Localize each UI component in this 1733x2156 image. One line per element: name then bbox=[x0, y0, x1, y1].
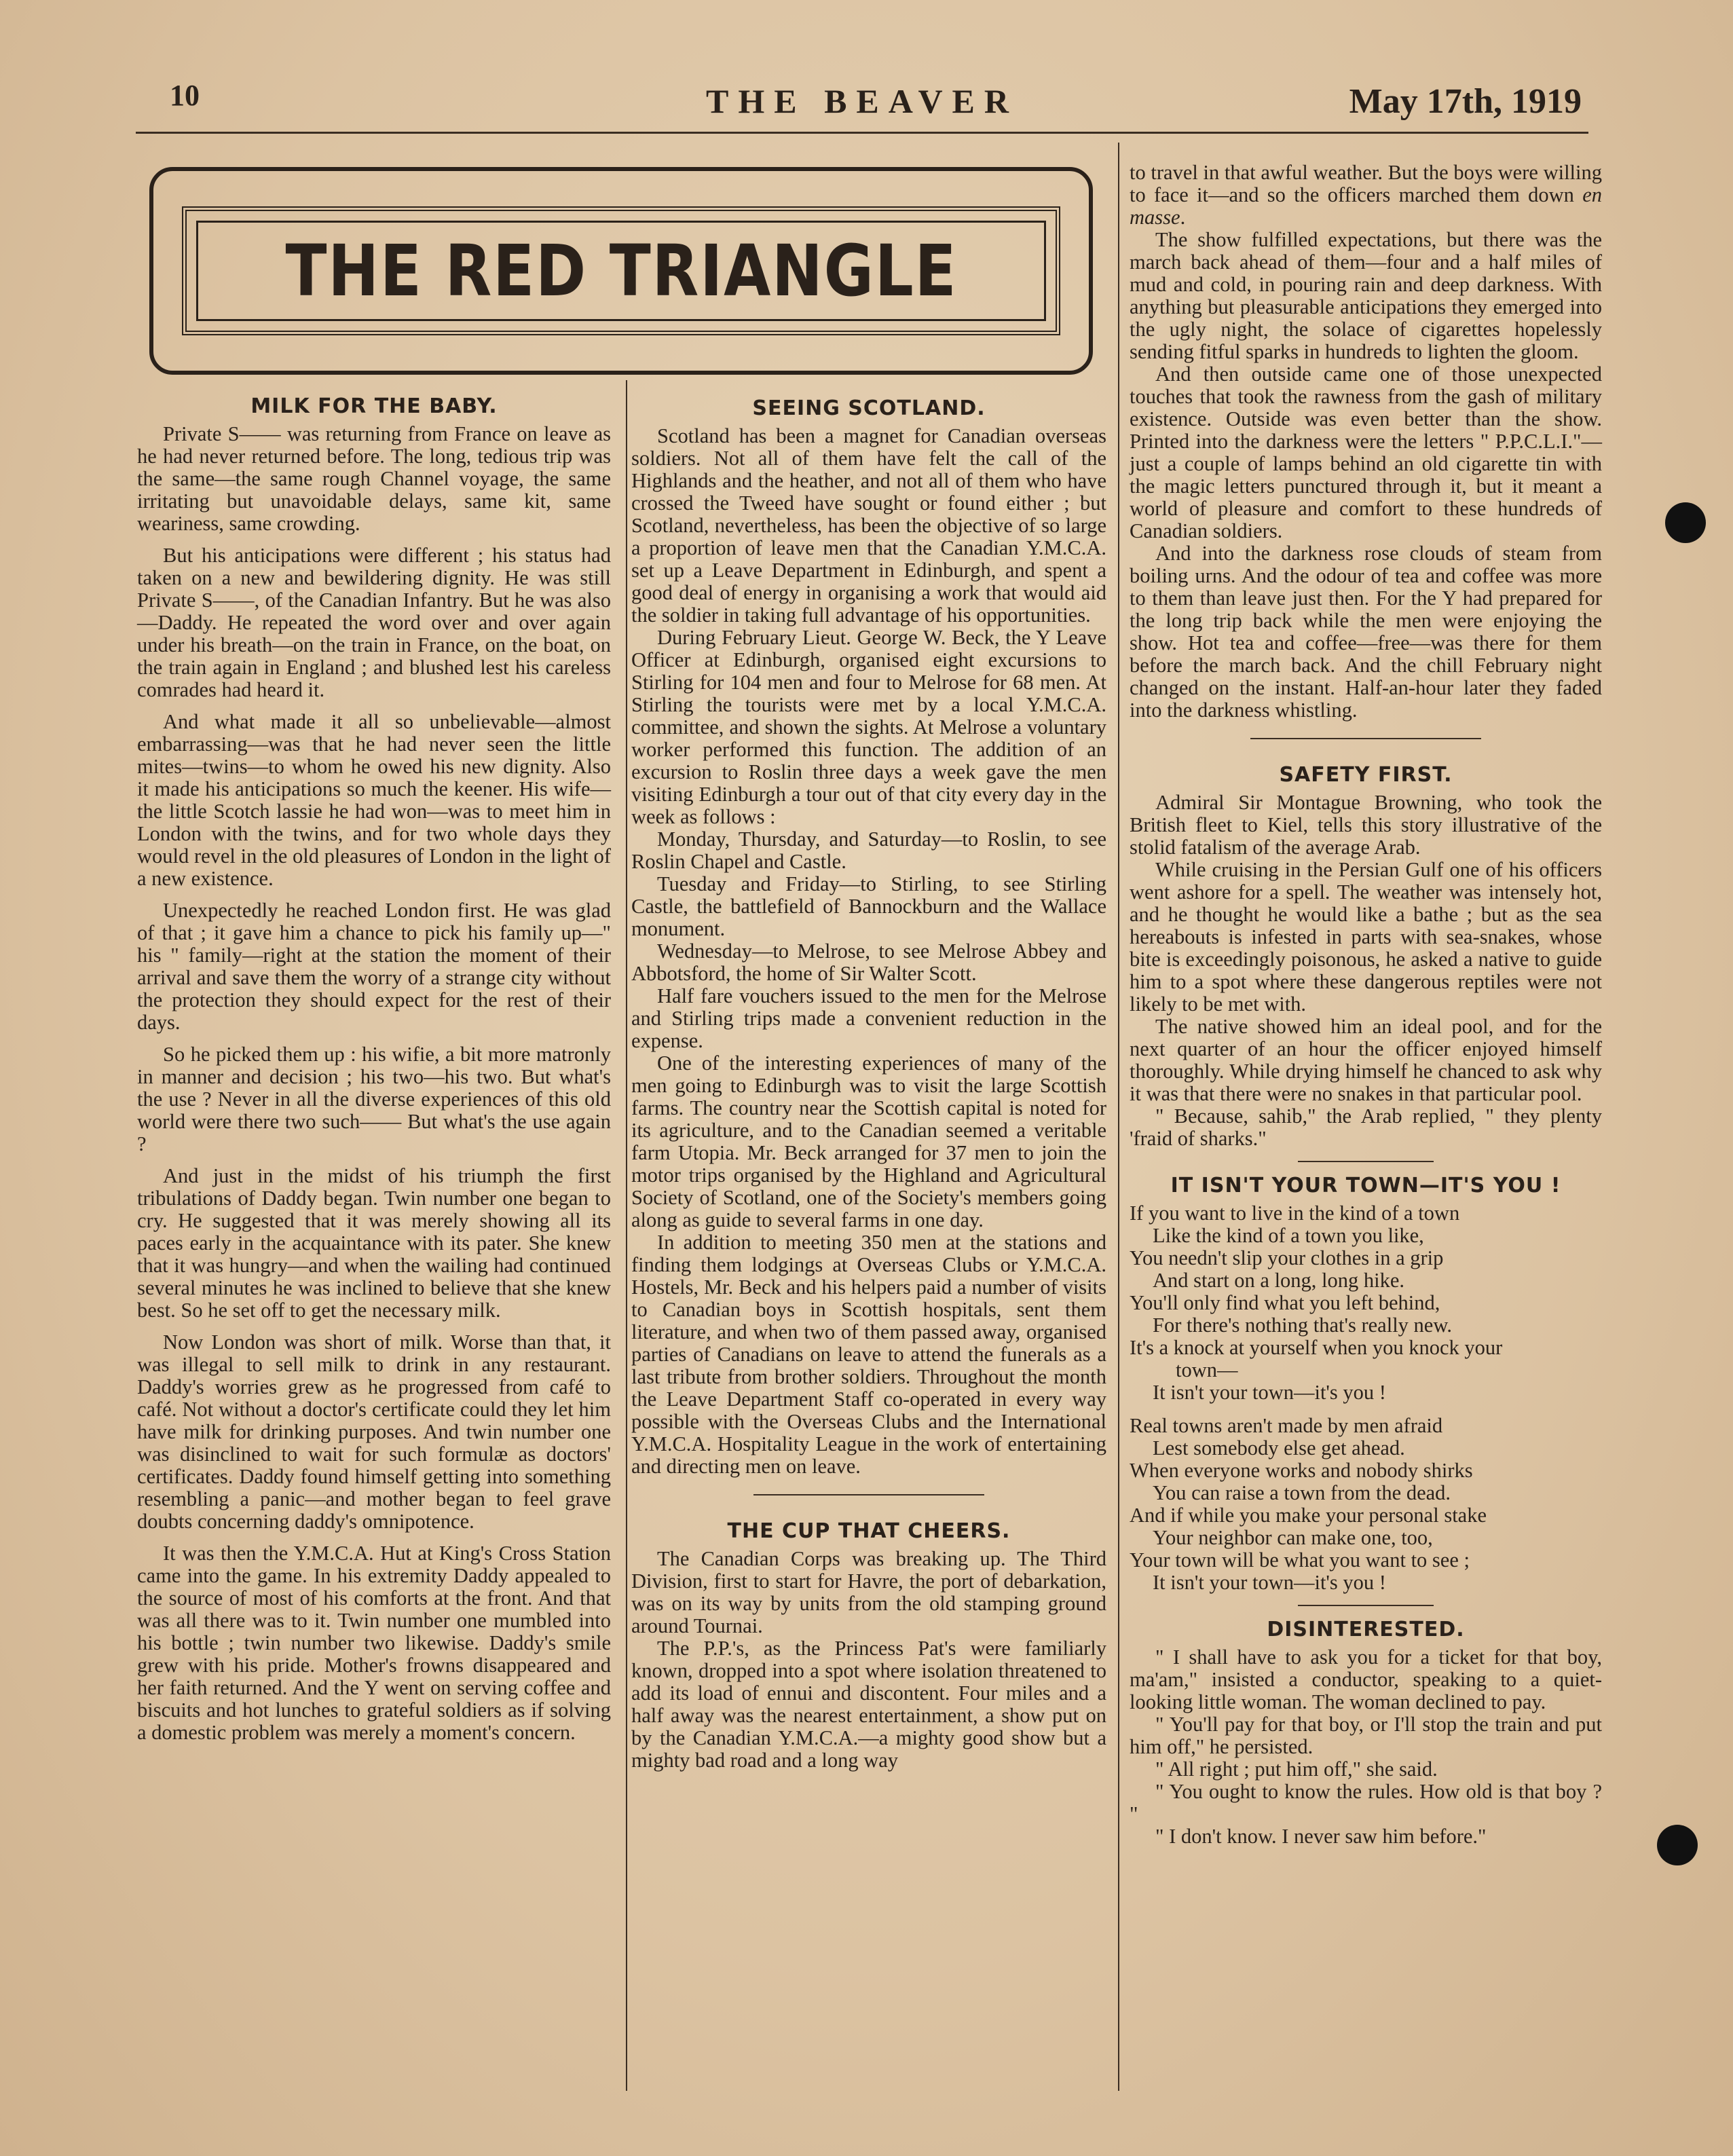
stanza-gap bbox=[1130, 1404, 1602, 1415]
divider bbox=[1298, 1161, 1434, 1162]
poem-line: It isn't your town—it's you ! bbox=[1153, 1571, 1386, 1594]
article-heading: MILK FOR THE BABY. bbox=[250, 394, 498, 418]
paragraph: The native showed him an ideal pool, and for the next quarter of an hour the officer enjoyed himself thoroughly. While drying himself he chanced to ask why it was that there were no snakes in that particular pool. bbox=[1130, 1015, 1602, 1105]
poem bbox=[1130, 1202, 1602, 1594]
article-heading: DISINTERESTED. bbox=[1267, 1618, 1465, 1641]
poem-line: You'll only find what you left behind, bbox=[1130, 1291, 1440, 1314]
divider bbox=[753, 1494, 984, 1495]
section-banner bbox=[149, 167, 1093, 375]
masthead: THE BEAVER bbox=[705, 82, 1019, 120]
poem-line: It isn't your town—it's you ! bbox=[1153, 1381, 1386, 1404]
paragraph: to travel in that awful weather. But the boys were willing to face it—and so the officers marched them down en masse. bbox=[1130, 161, 1602, 229]
page-number: 10 bbox=[170, 79, 200, 112]
poem-line: And if while you make your personal stake bbox=[1130, 1504, 1487, 1527]
paragraph: Wednesday—to Melrose, to see Melrose Abbey and Abbotsford, the home of Sir Walter Scott. bbox=[631, 940, 1106, 985]
poem-line: town— bbox=[1176, 1358, 1238, 1381]
paragraph: The Canadian Corps was breaking up. The Third Division, first to start for Havre, the port of debarkation, was on its way by units from the old stamping ground around Tournai. bbox=[631, 1547, 1106, 1637]
poem-line: When everyone works and nobody shirks bbox=[1130, 1459, 1473, 1482]
poem-line: For there's nothing that's really new. bbox=[1153, 1314, 1452, 1337]
binding-hole bbox=[1657, 1825, 1698, 1865]
article-heading: SAFETY FIRST. bbox=[1279, 763, 1453, 787]
paragraph: " You ought to know the rules. How old is that boy ? " bbox=[1130, 1780, 1602, 1825]
paragraph: One of the interesting experiences of many of the men going to Edinburgh was to visit the large Scottish farms. The country near the Scottish capital is noted for its agriculture, and to the Canadian seemed a veritable farm Utopia. Mr. Beck arranged for 37 men to join the motor trips organised by the Highland and Agricultural Society of Scotland, one of the Society's members going along as guide to several farms in one day. bbox=[631, 1052, 1106, 1231]
paragraph: Now London was short of milk. Worse than that, it was illegal to sell milk to drink in any restaurant. Daddy's worries grew as he progressed from café to café. Not without a doctor's certificate could they let him have milk for drinking purposes. And twin number one was disinclined to wait for such formulæ as doctors' certificates. Daddy found himself getting into something resembling a panic—and mother began to feel grave doubts concerning daddy's omnipotence. bbox=[137, 1331, 611, 1533]
paragraph: The show fulfilled expectations, but there was the march back ahead of them—four and a half miles of mud and cold, in pouring rain and deep darkness. With anything but pleasurable anticipations they emerged into the ugly night, the solace of cigarettes hopelessly sending fitful sparks in hundreds to lighten the gloom. bbox=[1130, 228, 1602, 363]
banner-frame bbox=[182, 206, 1060, 335]
paragraph: While cruising in the Persian Gulf one of his officers went ashore for a spell. The weather was intensely hot, and he thought he would like a bathe ; but as the sea hereabouts is infested in parts with sea-snakes, whose bite is exceedingly poisonous, he asked a native to guide him to a spot where these dangerous reptiles were not likely to be met with. bbox=[1130, 858, 1602, 1016]
poem-line: You can raise a town from the dead. bbox=[1153, 1481, 1451, 1504]
paragraph: " I don't know. I never saw him before." bbox=[1155, 1825, 1487, 1848]
paragraph: In addition to meeting 350 men at the stations and finding them lodgings at Overseas Clubs or Y.M.C.A. Hostels, Mr. Beck and his helpers paid a number of visits to Canadian boys in Scottish hospitals, sent them literature, and when two of them passed away, organised parties of Canadians on leave to attend the funerals as a last tribute from brother soldiers. Throughout the month the Leave Department Staff co-operated in every way possible with the Overseas Clubs and the International Y.M.C.A. Hospitality League in the work of entertaining and directing men on leave. bbox=[631, 1231, 1106, 1478]
header-rule bbox=[136, 132, 1588, 134]
paragraph: " I shall have to ask you for a ticket for that boy, ma'am," insisted a conductor, speaking to a quiet-looking little woman. The woman declined to pay. bbox=[1130, 1646, 1602, 1713]
column-divider bbox=[626, 380, 627, 2091]
paragraph: " You'll pay for that boy, or I'll stop the train and put him off," he persisted. bbox=[1130, 1713, 1602, 1758]
poem-line: It's a knock at yourself when you knock your bbox=[1130, 1336, 1503, 1359]
binding-hole bbox=[1665, 502, 1706, 543]
paragraph: So he picked them up : his wifie, a bit more matronly in manner and decision ; his two—his two. But what's the use ? Never in all the diverse experiences of this old world were there two such—— But what's the use again ? bbox=[137, 1043, 611, 1155]
paragraph: Scotland has been a magnet for Canadian overseas soldiers. Not all of them have felt the call of the Highlands and the heather, and not all of them who have crossed the Tweed have sought or found either ; but Scotland, nevertheless, has been the objective of so large a proportion of leave men that the Canadian Y.M.C.A. set up a Leave Department in Edinburgh, and spent a good deal of energy in organising a work that would aid the soldier in taking full advantage of his opportunities. bbox=[631, 424, 1106, 627]
paragraph: And into the darkness rose clouds of steam from boiling urns. And the odour of tea and coffee was more to them than leave just then. For the Y had prepared for the long trip back while the men were enjoying the show. Hot tea and coffee—free—was there for them before the march back. And the chill February night changed on the instant. Half-an-hour later they faded into the darkness whistling. bbox=[1130, 542, 1602, 722]
paragraph: But his anticipations were different ; his status had taken on a new and bewildering dignity. He was still Private S——, of the Canadian Infantry. But he was also—Daddy. He repeated the word over and over again under his breath—on the train in France, on the boat, on the train again in England ; and blushed lest his careless comrades had heard it. bbox=[137, 544, 611, 701]
poem-line: Your neighbor can make one, too, bbox=[1153, 1526, 1433, 1549]
article-heading: IT ISN'T YOUR TOWN—IT'S YOU ! bbox=[1170, 1174, 1561, 1197]
paragraph: Unexpectedly he reached London first. He was glad of that ; it gave him a chance to pick his family up—" his " family—right at the station the moment of their arrival and save them the worry of a strange city without the protection they should expect for the rest of their days. bbox=[137, 899, 611, 1034]
paragraph: And what made it all so unbelievable—almost embarrassing—was that he had never seen the little mites—twins—to whom he owed his new dignity. Also it made his anticipations so much the keener. His wife—the little Scotch lassie he had won—was to meet him in London with the twins, and for two whole days they would revel in the old pleasures of London in the light of a new existence. bbox=[137, 710, 611, 890]
text-run: to travel in that awful weather. But the boys were willing to face it—and so the officers marched them down bbox=[1130, 161, 1602, 206]
paragraph: It was then the Y.M.C.A. Hut at King's Cross Station came into the game. In his extremity Daddy appealed to the source of most of his comforts at the front. And that was all there was to it. Twin number one mumbled into his bottle ; twin number two likewise. Daddy's smile grew with his pride. Mother's frowns disappeared and her faith returned. And the Y went on serving coffee and biscuits and hot lunches to grateful soldiers as if solving a domestic problem was merely a moment's concern. bbox=[137, 1542, 611, 1744]
article-heading: SEEING SCOTLAND. bbox=[752, 396, 986, 420]
issue-date: May 17th, 1919 bbox=[1349, 82, 1582, 121]
page-header bbox=[136, 75, 1588, 136]
paragraph: Monday, Thursday, and Saturday—to Roslin, to see Roslin Chapel and Castle. bbox=[631, 828, 1106, 873]
poem-line: And start on a long, long hike. bbox=[1153, 1269, 1405, 1292]
divider bbox=[1298, 1605, 1434, 1606]
poem-line: Like the kind of a town you like, bbox=[1153, 1224, 1424, 1247]
paragraph: And just in the midst of his triumph the first tribulations of Daddy began. Twin number one began to cry. He suggested that it was merely showing all its paces early in the acquaintance with its pater. She knew that it was hungry—and when the wailing had continued several minutes he was inclined to believe that she knew best. So he set off to get the necessary milk. bbox=[137, 1164, 611, 1322]
banner-core bbox=[196, 221, 1046, 321]
poem-line: If you want to live in the kind of a town bbox=[1130, 1202, 1460, 1225]
italic-text: en masse bbox=[1130, 183, 1602, 229]
poem-line: Real towns aren't made by men afraid bbox=[1130, 1414, 1443, 1437]
paragraph: The P.P.'s, as the Princess Pat's were familiarly known, dropped into a spot where isolation threatened to add its load of ennui and discontent. Four miles and a half away was the nearest entertainment, a show put on by the Canadian Y.M.C.A.—a mighty good show but a mighty bad road and a long way bbox=[631, 1637, 1106, 1772]
paragraph: Half fare vouchers issued to the men for the Melrose and Stirling trips made a convenient reduction in the expense. bbox=[631, 984, 1106, 1052]
paragraph: Tuesday and Friday—to Stirling, to see Stirling Castle, the battlefield of Bannockburn and the Wallace monument. bbox=[631, 872, 1106, 940]
article-heading: THE CUP THAT CHEERS. bbox=[727, 1519, 1011, 1543]
paragraph: During February Lieut. George W. Beck, the Y Leave Officer at Edinburgh, organised eight excursions to Stirling for 104 men and four to Melrose for 68 men. At Stirling the tourists were met by a local Y.M.C.A. committee, and shown the sights. At Melrose a voluntary worker performed this function. The addition of an excursion to Roslin three days a week gave the men visiting Edinburgh a tour out of that city every day in the week as follows : bbox=[631, 626, 1106, 828]
paragraph: And then outside came one of those unexpected touches that took the rawness from the gash of military existence. Outside was even better than the show. Printed into the darkness were the letters " P.P.C.L.I."—just a couple of lamps behind an old cigarette tin with the magic letters punctured through it, but it meant a world of pleasure and comfort to these hundreds of Canadian soldiers. bbox=[1130, 363, 1602, 542]
column-divider bbox=[1118, 143, 1119, 2091]
column-1 bbox=[137, 395, 611, 1753]
banner-title: THE RED TRIANGLE bbox=[285, 229, 957, 312]
poem-line: Your town will be what you want to see ; bbox=[1130, 1548, 1470, 1572]
divider bbox=[1250, 738, 1481, 739]
paragraph: " Because, sahib," the Arab replied, " they plenty 'fraid of sharks." bbox=[1130, 1104, 1602, 1150]
poem-line: You needn't slip your clothes in a grip bbox=[1130, 1246, 1444, 1269]
column-3 bbox=[1130, 162, 1602, 1848]
poem-line: Lest somebody else get ahead. bbox=[1153, 1436, 1405, 1460]
column-2 bbox=[631, 397, 1106, 1772]
paragraph: Admiral Sir Montague Browning, who took the British fleet to Kiel, tells this story illustrative of the stolid fatalism of the average Arab. bbox=[1130, 791, 1602, 859]
paragraph: Private S—— was returning from France on leave as he had never returned before. The long, tedious trip was the same—the same rough Channel voyage, the same irritating but unavoidable delays, same kit, same weariness, same crowding. bbox=[137, 422, 611, 535]
paragraph: " All right ; put him off," she said. bbox=[1155, 1758, 1438, 1781]
